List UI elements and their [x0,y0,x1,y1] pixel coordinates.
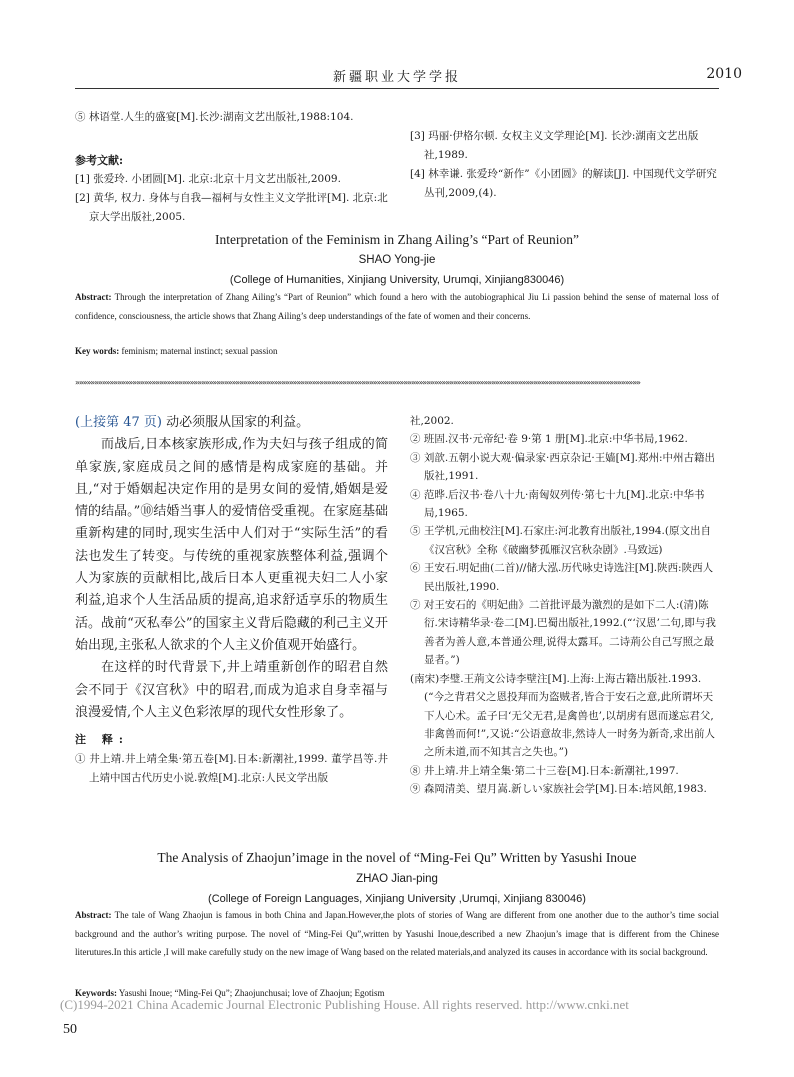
article2-title: The Analysis of Zhaojun’image in the novel of “Ming-Fei Qu” Written by Yasushi Inoue [157,850,637,865]
journal-year: 2010 [706,66,742,82]
top-left-column [75,108,390,227]
page-number: 50 [63,1022,77,1037]
keywords-text: Yasushi Inoue; “Ming-Fei Qu”; Zhaojunchusai; love of Zhaojun; Egotism [118,988,385,998]
abstract-text: The tale of Wang Zhaojun is famous in both China and Japan.However,the plots of stories of Wang are different from one another due to the author’s time social background and the author’s writing purpose. The novel of “Ming-Fei Qu”,written by Yasushi Inoue,described a new Zhaojun’s image that is different from the Chinese literutures.In this article ,I will make carefully study on the new image of Wang based on the related materials,and analyzed its causes in accordance with its social background. [75,910,720,957]
note-6: ⑥ 王安石.明妃曲(二首)//储大泓.历代咏史诗选注[M].陕西:陕西人民出版社,1990. [410,562,714,593]
note-9: ⑨ 森岡清美、望月嵩.新しい家族社会学[M].日本:培风館,1983. [410,783,707,796]
copyright-watermark: (C)1994-2021 China Academic Journal Electronic Publishing House. All rights reserved. http://www.cnki.net [60,997,629,1012]
note-5: ⑤ 林语堂.人生的盛宴[M].长沙:湖南文艺出版社,1988:104. [75,111,354,123]
journal-header: 新疆职业大学学报 [332,70,461,85]
note-7-cont: (南宋)李璧.王荊文公诗李壁注[M].上海:上海古籍出版社.1993.(“今之背君父之恩投拜而为盗贼者,皆合于安石之意,此所谓坏天下人心术。孟子曰‘无父无君,是禽兽也’,以胡虏有恩而遂忘君父,非禽兽而何!”,又说:“公语意故非,然诗人一时务为新奇,求出前人之所未道,而不知其言之失也。”) [410,672,716,759]
note-4: ④ 范晔.后汉书·卷八十九·南匈奴列传·第七十九[M].北京:中华书局,1965. [410,488,705,520]
article1-author: SHAO Yong-jie [358,254,436,266]
reference-3: [3] 玛丽·伊格尔顿. 女权主义文学理论[M]. 长沙:湖南文艺出版社,1989. [410,130,699,161]
paragraph-1: 而战后,日本核家族形成,作为夫妇与孩子组成的简单家族,家庭成员之间的感情是构成家庭的基础。并且,“对于婚姻起决定作用的是男女间的爱情,婚姻是爱情的结晶。”⑩结婚当事人的爱情倍受重视。在家庭基础重新构建的同时,现实生活中人们对于“实际生活”的看法也发生了转变。与传统的重视家族整体利益,强调个人为家族的贡献相比,战后日本人更重视夫妇二人小家利益,追求个人生活品质的提高,追求舒适享乐的物质生活。战前“灭私奉公”的国家主义背后隐藏的利己主义开始出现,主张私人欲求的个人主义价值观开始盛行。 [75,437,388,653]
abstract-text: Through the interpretation of Zhang Ailing’s “Part of Reunion” which found a hero with the autobiographical Jiu Li passion behind the sense of maternal loss of confidence, consciousness, the article shows that Zhang Ailing’s deep understandings of the fate of women and their concerns. [75,292,719,321]
reference-1: [1] 张爱玲. 小团圆[M]. 北京:北京十月文艺出版社,2009. [75,173,341,185]
references-heading: 参考文献: [75,154,124,167]
keywords-text: feminism; maternal instinct; sexual passion [121,346,278,356]
continued-text: 动必须服从国家的利益。 [166,415,310,430]
article1-title: Interpretation of the Feminism in Zhang Ailing’s “Part of Reunion” [214,232,580,247]
article1-affiliation: (College of Humanities, Xinjiang University, Urumqi, Xinjiang830046) [229,274,565,286]
note-2: ② 班固.汉书·元帝纪·卷 9·第 1 册[M].北京:中华书局,1962. [410,433,688,446]
reference-4: [4] 林幸谦. 张爱玲“新作”《小团圆》的解读[J]. 中国现代文学研究丛刊,2009,(4). [410,168,717,199]
header-rule [75,88,719,89]
continued-from-label: (上接第 47 页) [75,415,162,430]
abstract-label: Abstract: [75,292,112,302]
notes-heading: 注 释: [75,733,129,747]
paragraph-2: 在这样的时代背景下,井上靖重新创作的昭君自然会不同于《汉宫秋》中的昭君,而成为追求自身幸福与浪漫爱情,个人主义色彩浓厚的现代女性形象了。 [75,660,388,720]
note-3: ③ 刘歆.五朝小说大观·偏录家·西京杂记·王嫱[M].郑州:中州古籍出版社,1991. [410,451,716,483]
article2-author: ZHAO Jian-ping [356,873,438,885]
reference-2: [2] 黄华, 权力. 身体与自我—福柯与女性主义文学批评[M]. 北京:北京大学出版社,2005. [75,192,388,223]
section-divider: »»»»»»»»»»»»»»»»»»»»»»»»»»»»»»»»»»»»»»»»»»»»»»»»»»»»»»»»»»»»»»»»»»»»»»»»»»»»»»»»»»»»»»»»»»»»»»»»»»»»»»»»»»»»»»»»»»»»»»»»»»»»»»»»»»»»»»»»»»»»»»»»»»»» [75,378,640,387]
note-7: ⑦ 对王安石的《明妃曲》二首批评最为激烈的是如下二人:(清)陈衍.宋诗精华录·卷二[M].巴蜀出版社,1992.(“‘汉恩’二句,即与我善者为善人意,本普通公理,说得太露耳。二诗荊公自己写照之最显者。”) [410,599,716,667]
note-5b: ⑤ 王学机,元曲校注[M].石家庄:河北教育出版社,1994.(原文出自《汉宫秋》全称《破幽梦孤雁汉宫秋杂剧》.马致远) [410,525,711,556]
note-8: ⑧ 井上靖.井上靖全集·第二十三卷[M].日本:新潮社,1997. [410,764,679,777]
abstract-label: Abstract: [75,910,112,920]
keywords-label: Keywords: [75,988,117,998]
article1-abstract [75,288,719,325]
article2-abstract [75,906,719,962]
body-left-column [75,412,388,788]
top-right-column [410,108,720,203]
note-1: ① 井上靖.井上靖全集·第五卷[M].日本:新潮社,1999. 董学昌等.井上靖中国古代历史小说.敦煌[M].北京:人民文学出版 [75,753,388,785]
note-1-cont: 社,2002. [410,415,454,427]
body-right-column [410,412,720,799]
article1-keywords [75,342,719,361]
article2-affiliation: (College of Foreign Languages, Xinjiang University ,Urumqi, Xinjiang 830046) [208,893,586,905]
keywords-label: Key words: [75,346,120,356]
